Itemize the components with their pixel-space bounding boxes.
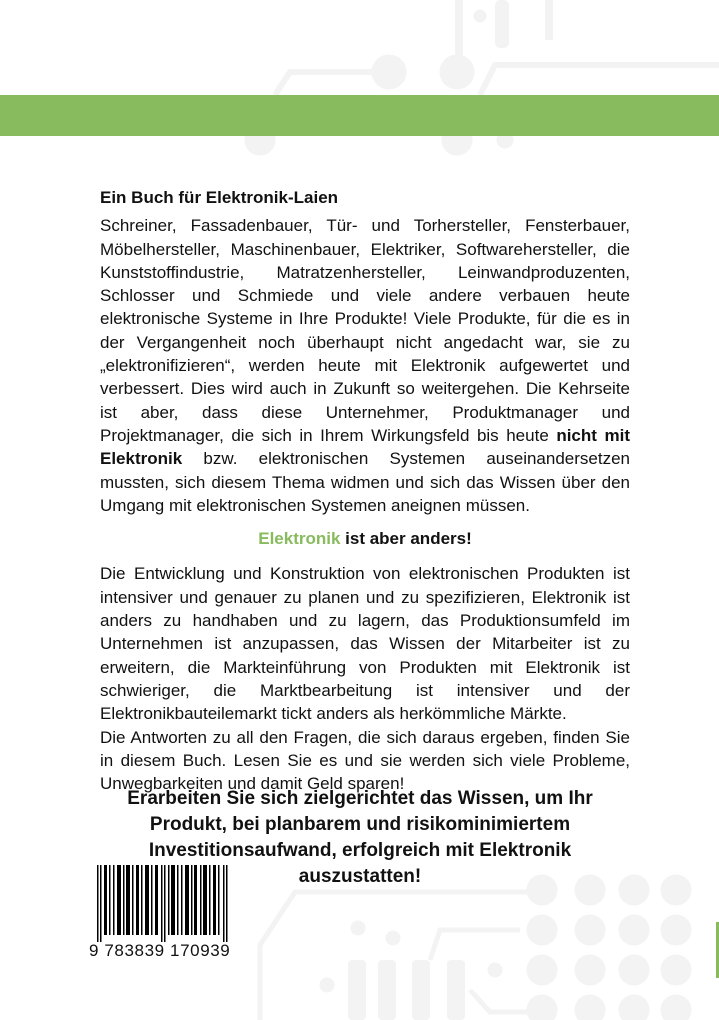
- closing-line-1: Erarbeiten Sie sich zielgerichtet das Wissen, um Ihr: [127, 788, 593, 809]
- green-banner: [0, 95, 719, 136]
- barcode-icon: [95, 865, 235, 942]
- isbn-barcode: [89, 865, 235, 965]
- blurb-paragraph-3: Die Antworten zu all den Fragen, die sich daraus ergeben, finden Sie in diesem Buch. Lesen Sie es und sie werden sich viele Probleme, Unwegbarkeiten und damit Geld sparen!: [100, 727, 630, 794]
- isbn-digits: 9 783839 170939: [89, 941, 231, 960]
- blurb-heading: Ein Buch für Elektronik-Laien: [100, 188, 339, 207]
- subheading-accent-word: Elektronik: [258, 529, 341, 549]
- paragraph-1-part-1: Schreiner, Fassadenbauer, Tür- und Torhersteller, Fensterbauer, Möbelhersteller, Maschinenbauer, Elektriker, Softwarehersteller, die Kunststoffindustrie, Matratzenhersteller, Leinwandproduzenten, Schlosser und Schmiede und viele andere verbauen heute elektronische Systeme in Ihre Produkte! Viele Produkte, für die es in der Vergangenheit noch überhaupt nicht angedacht war, sie zu „elektronifizieren“, werden heute mit Elektronik aufgewertet und verbessert. Dies wird auch in Zukunft so weitergehen. Die Kehrseite ist aber, dass diese Unternehmer, Produktmanager und Projektmanager, die sich in Ihrem Wirkungsfeld bis heute: [100, 216, 630, 445]
- subheading-rest: ist aber anders!: [340, 529, 472, 549]
- paragraph-1-emphasis: nicht mit Elektronik: [100, 425, 630, 469]
- closing-line-4: auszustatten!: [298, 866, 422, 887]
- blurb-paragraph-2: Die Entwicklung und Konstruktion von elektronischen Produkten ist intensiver und genauer zu planen und zu spezifizieren, Elektronik ist anders zu handhaben und zu lagern, das Produktionsumfeld im Unternehmen ist anzupassen, das Wissen der Mitarbeiter ist zu erweitern, die Markteinführung von Produkten mit Elektronik ist schwieriger, die Marktbearbeitung ist intensiver und der Elektronikbauteilemarkt tickt anders als herkömmliche Märkte.: [100, 564, 630, 724]
- subheading: [100, 527, 630, 550]
- closing-line-2: Produkt, bei planbarem und risikominimiertem: [149, 814, 571, 835]
- closing-line-3: Investitionsaufwand, erfolgreich mit Elektronik: [148, 840, 572, 861]
- paragraph-1-part-2: bzw. elektronischen Systemen auseinandersetzen mussten, sich diesem Thema widmen und sich das Wissen über den Umgang mit elektronischen Systemen aneignen müssen.: [100, 449, 630, 515]
- back-cover-text: [100, 186, 630, 795]
- blurb-paragraph-1: [100, 214, 630, 517]
